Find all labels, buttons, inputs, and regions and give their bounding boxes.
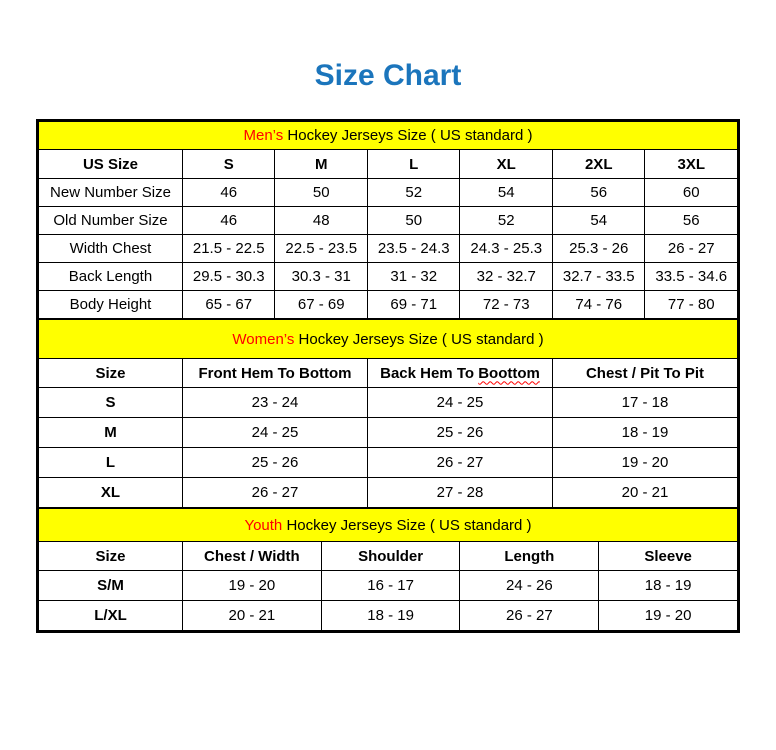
data-cell: 72 - 73 (460, 291, 553, 319)
table-caption-row (39, 122, 738, 150)
table-row (39, 291, 738, 319)
row-label-cell: Width Chest (39, 235, 183, 263)
data-cell: 29.5 - 30.3 (182, 263, 275, 291)
data-cell: 50 (275, 179, 368, 207)
column-header-cell (367, 359, 552, 388)
row-label-cell: Body Height (39, 291, 183, 319)
column-header-cell: Shoulder (321, 542, 460, 571)
womens-caption (39, 320, 738, 359)
data-cell: 23.5 - 24.3 (367, 235, 460, 263)
row-label-cell: Old Number Size (39, 207, 183, 235)
data-cell: 56 (552, 179, 645, 207)
data-cell: 24 - 25 (367, 388, 552, 418)
table-row (39, 207, 738, 235)
column-header-cell: 3XL (645, 150, 738, 179)
column-header-cell: Size (39, 542, 183, 571)
data-cell: 56 (645, 207, 738, 235)
data-cell: 17 - 18 (552, 388, 737, 418)
table-row (39, 478, 738, 508)
data-cell: 74 - 76 (552, 291, 645, 319)
data-cell: 27 - 28 (367, 478, 552, 508)
data-cell: 18 - 19 (599, 571, 738, 601)
data-cell: 23 - 24 (182, 388, 367, 418)
column-header-cell: S (182, 150, 275, 179)
data-cell: 54 (552, 207, 645, 235)
data-cell: 22.5 - 23.5 (275, 235, 368, 263)
data-cell: 25.3 - 26 (552, 235, 645, 263)
mens-caption (39, 122, 738, 150)
column-header-cell: M (275, 150, 368, 179)
youth-size-table (38, 508, 738, 631)
column-header-cell: 2XL (552, 150, 645, 179)
data-cell: 18 - 19 (552, 418, 737, 448)
data-cell: 25 - 26 (367, 418, 552, 448)
data-cell: 32 - 32.7 (460, 263, 553, 291)
data-cell: 50 (367, 207, 460, 235)
data-cell: 19 - 20 (182, 571, 321, 601)
table-caption-row (39, 509, 738, 542)
data-cell: 26 - 27 (645, 235, 738, 263)
row-label-cell: Back Length (39, 263, 183, 291)
data-cell: 67 - 69 (275, 291, 368, 319)
size-chart-tables (36, 119, 740, 633)
row-label-cell: M (39, 418, 183, 448)
column-header-cell: US Size (39, 150, 183, 179)
data-cell: 18 - 19 (321, 601, 460, 631)
youth-caption (39, 509, 738, 542)
data-cell: 24 - 26 (460, 571, 599, 601)
table-row (39, 448, 738, 478)
row-label-cell: New Number Size (39, 179, 183, 207)
table-row (39, 179, 738, 207)
data-cell: 65 - 67 (182, 291, 275, 319)
data-cell: 48 (275, 207, 368, 235)
data-cell: 31 - 32 (367, 263, 460, 291)
column-header-cell: XL (460, 150, 553, 179)
data-cell: 26 - 27 (367, 448, 552, 478)
page-title: Size Chart (314, 59, 462, 92)
data-cell: 32.7 - 33.5 (552, 263, 645, 291)
data-cell: 20 - 21 (552, 478, 737, 508)
column-header-cell: Size (39, 359, 183, 388)
data-cell: 26 - 27 (460, 601, 599, 631)
column-header-text: Back Hem To (380, 364, 479, 382)
column-header-cell: Chest / Width (182, 542, 321, 571)
data-cell: 46 (182, 179, 275, 207)
row-label-cell: S (39, 388, 183, 418)
data-cell: 24.3 - 25.3 (460, 235, 553, 263)
data-cell: 52 (460, 207, 553, 235)
column-header-cell: L (367, 150, 460, 179)
row-label-cell: L (39, 448, 183, 478)
data-cell: 20 - 21 (182, 601, 321, 631)
table-row (39, 388, 738, 418)
table-row (39, 418, 738, 448)
column-header-cell: Front Hem To Bottom (182, 359, 367, 388)
caption-text: Hockey Jerseys Size ( US standard ) (282, 516, 532, 534)
misspelled-word: Boottom (478, 364, 540, 382)
data-cell: 30.3 - 31 (275, 263, 368, 291)
column-header-cell: Chest / Pit To Pit (552, 359, 737, 388)
column-header-row (39, 359, 738, 388)
row-label-cell: L/XL (39, 601, 183, 631)
data-cell: 60 (645, 179, 738, 207)
data-cell: 69 - 71 (367, 291, 460, 319)
table-row (39, 235, 738, 263)
data-cell: 25 - 26 (182, 448, 367, 478)
data-cell: 19 - 20 (599, 601, 738, 631)
data-cell: 77 - 80 (645, 291, 738, 319)
column-header-row (39, 150, 738, 179)
column-header-row (39, 542, 738, 571)
table-caption-row (39, 320, 738, 359)
table-row (39, 571, 738, 601)
data-cell: 26 - 27 (182, 478, 367, 508)
data-cell: 33.5 - 34.6 (645, 263, 738, 291)
row-label-cell: XL (39, 478, 183, 508)
table-row (39, 601, 738, 631)
table-row (39, 263, 738, 291)
row-label-cell: S/M (39, 571, 183, 601)
column-header-cell: Sleeve (599, 542, 738, 571)
caption-highlight: Youth (244, 516, 283, 534)
womens-size-table (38, 319, 738, 508)
mens-size-table (38, 121, 738, 319)
data-cell: 54 (460, 179, 553, 207)
caption-text: Hockey Jerseys Size ( US standard ) (294, 330, 544, 348)
data-cell: 19 - 20 (552, 448, 737, 478)
data-cell: 52 (367, 179, 460, 207)
caption-highlight: Men’s (243, 127, 284, 144)
data-cell: 21.5 - 22.5 (182, 235, 275, 263)
data-cell: 16 - 17 (321, 571, 460, 601)
data-cell: 24 - 25 (182, 418, 367, 448)
column-header-cell: Length (460, 542, 599, 571)
caption-text: Hockey Jerseys Size ( US standard ) (283, 127, 533, 144)
caption-highlight: Women’s (232, 330, 295, 348)
data-cell: 46 (182, 207, 275, 235)
